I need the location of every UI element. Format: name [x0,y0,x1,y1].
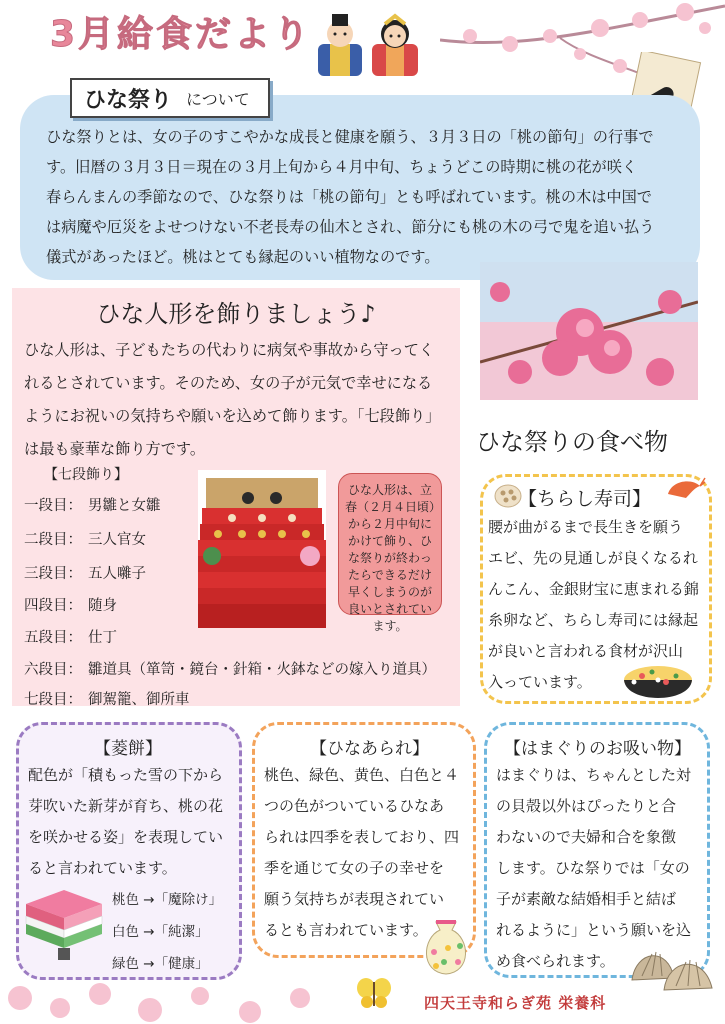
clam-line: の貝殻以外はぴったりと合 [496,797,677,815]
intro-heading-sub: について [186,89,250,109]
newsletter-title: 3月給食だより [50,14,313,55]
clam-line: め食べられます。 [496,952,615,970]
dolls-line: は最も豪華な飾り方です。 [24,440,206,458]
chirashi-line: 入っています。 [488,673,592,691]
chirashi-bowl-icon [622,660,694,710]
intro-heading-tag [70,78,270,118]
tier-text: 随身 [88,598,117,614]
hishimochi-line: 配色が「積もった雪の下から [28,766,224,784]
arare-line: 願う気持ちが表現されてい [264,890,445,908]
clam-line: します。ひな祭りでは「女の [496,859,690,877]
arare-line: るとも言われています。 [264,921,428,939]
chirashi-line: エビ、先の見通しが良くなるれ [488,549,698,567]
hishimochi-color-green: 緑色 →「健康」 [112,956,209,972]
dolls-line: ようにお祝いの気持ちや願いを込めて飾ります。「七段飾り」 [24,407,441,425]
tier-label: 六段目： [24,662,82,678]
clam-line: わないので夫婦和合を象徴 [496,828,677,846]
tier-text: 仕丁 [88,630,117,646]
tier-item [24,658,436,679]
arare-line: 季を通じて女の子の幸せを [264,859,445,877]
hishimochi-line: ると言われています。 [28,859,177,877]
display-period-note: ひな人形は、立春（２月４日頃）から２月中旬にかけて飾り、ひな祭りが終わったらできるだけ早くしまうのが良いとされています。 [338,473,442,615]
hishimochi-line: を咲かせる姿」を表現してい [28,828,224,846]
chirashi-line: んこん、金銀財宝に恵まれる錦 [488,580,699,598]
hina-dolls-heading: ひな人形を飾りましょう♪ [96,300,376,328]
seven-tier-heading: 【七段飾り】 [44,467,128,483]
tier-label: 二段目： [24,532,82,548]
chirashi-line: 腰が曲がるまで長生きを願う [488,518,684,536]
tier-text: 雛道具（箪笥・鏡台・針箱・火鉢などの嫁入り道具） [88,662,436,678]
hishimochi-icon [22,886,106,964]
tier-label: 四段目： [24,598,82,614]
clam-soup-title: 【はまぐりのお吸い物】 [504,739,691,759]
tier-item [24,626,117,647]
hishimochi-color-white: 白色 →「純潔」 [112,924,209,940]
tier-label: 五段目： [24,630,82,646]
dolls-line: れるとされています。そのため、女の子が元気で幸せになる [24,374,433,392]
hina-dolls-illustration [312,10,424,78]
clam-line: れるように」という願いを込 [496,921,692,939]
tier-label: 三段目： [24,566,82,582]
tier-label: 七段目： [24,692,82,708]
chirashi-title: 【ちらし寿司】 [518,488,652,510]
chirashi-line: 糸卵など、ちらし寿司には縁起 [488,611,699,629]
dolls-line: ひな人形は、子どもたちの代わりに病気や事故から守ってく [24,341,435,359]
tier-text: 男雛と女雛 [88,498,161,514]
intro-line: 春らんまんの季節なので、ひな祭りは「桃の節句」とも呼ばれています。桃の木は中国で [46,188,652,206]
hishimochi-color-peach: 桃色 →「魔除け」 [112,892,223,908]
tier-label: 一段目： [24,498,82,514]
hishimochi-body [28,760,240,884]
hina-arare-bag-icon [418,912,474,976]
intro-heading-main: ひな祭り [84,87,173,113]
arare-line: つの色がついているひなあ [264,797,445,815]
peach-blossom-photo [480,262,698,400]
tier-item [24,594,117,615]
chirashi-line: が良いと言われる食材が沢山 [488,642,684,660]
intro-line: 儀式があったほど。桃はとても縁起のいい植物なのです。 [46,248,440,266]
clam-line: はまぐりは、ちゃんとした対 [496,766,692,784]
tier-text: 五人囃子 [88,566,146,582]
tier-text: 御駕籠、御所車 [88,692,190,708]
tier-text: 三人官女 [88,532,146,548]
shrimp-icon [662,474,706,502]
butterfly-icon [356,976,392,1010]
hishimochi-title: 【菱餅】 [94,739,162,759]
intro-line: は病魔や厄災をよせつけない不老長寿の仙木とされ、節分にも桃の木の弓で鬼を追い払う [46,218,655,236]
arare-line: 桃色、緑色、黄色、白色と４ [264,766,460,784]
tier-item [24,688,190,709]
clams-icon [628,940,718,996]
intro-body [46,122,696,272]
hina-dolls-body [24,334,454,466]
tier-item [24,562,146,583]
tier-item [24,528,146,549]
seven-tier-display-photo [198,470,326,628]
tier-item [24,494,161,515]
intro-line: す。旧暦の３月３日＝現在の３月上旬から４月中旬、ちょうどこの時期に桃の花が咲く [46,158,638,176]
clam-line: 子が素敵な結婚相手と結ば [496,890,677,908]
intro-line: ひな祭りとは、女の子のすこやかな成長と健康を願う、３月３日の「桃の節句」の行事で [46,128,654,146]
hishimochi-line: 芽吹いた新芽が育ち、桃の花 [28,797,224,815]
arare-line: られは四季を表しており、四 [264,828,460,846]
hina-arare-title: 【ひなあられ】 [310,739,429,759]
facility-signature: 四天王寺和らぎ苑 栄養科 [424,994,607,1012]
hina-food-heading: ひな祭りの食べ物 [476,428,668,456]
